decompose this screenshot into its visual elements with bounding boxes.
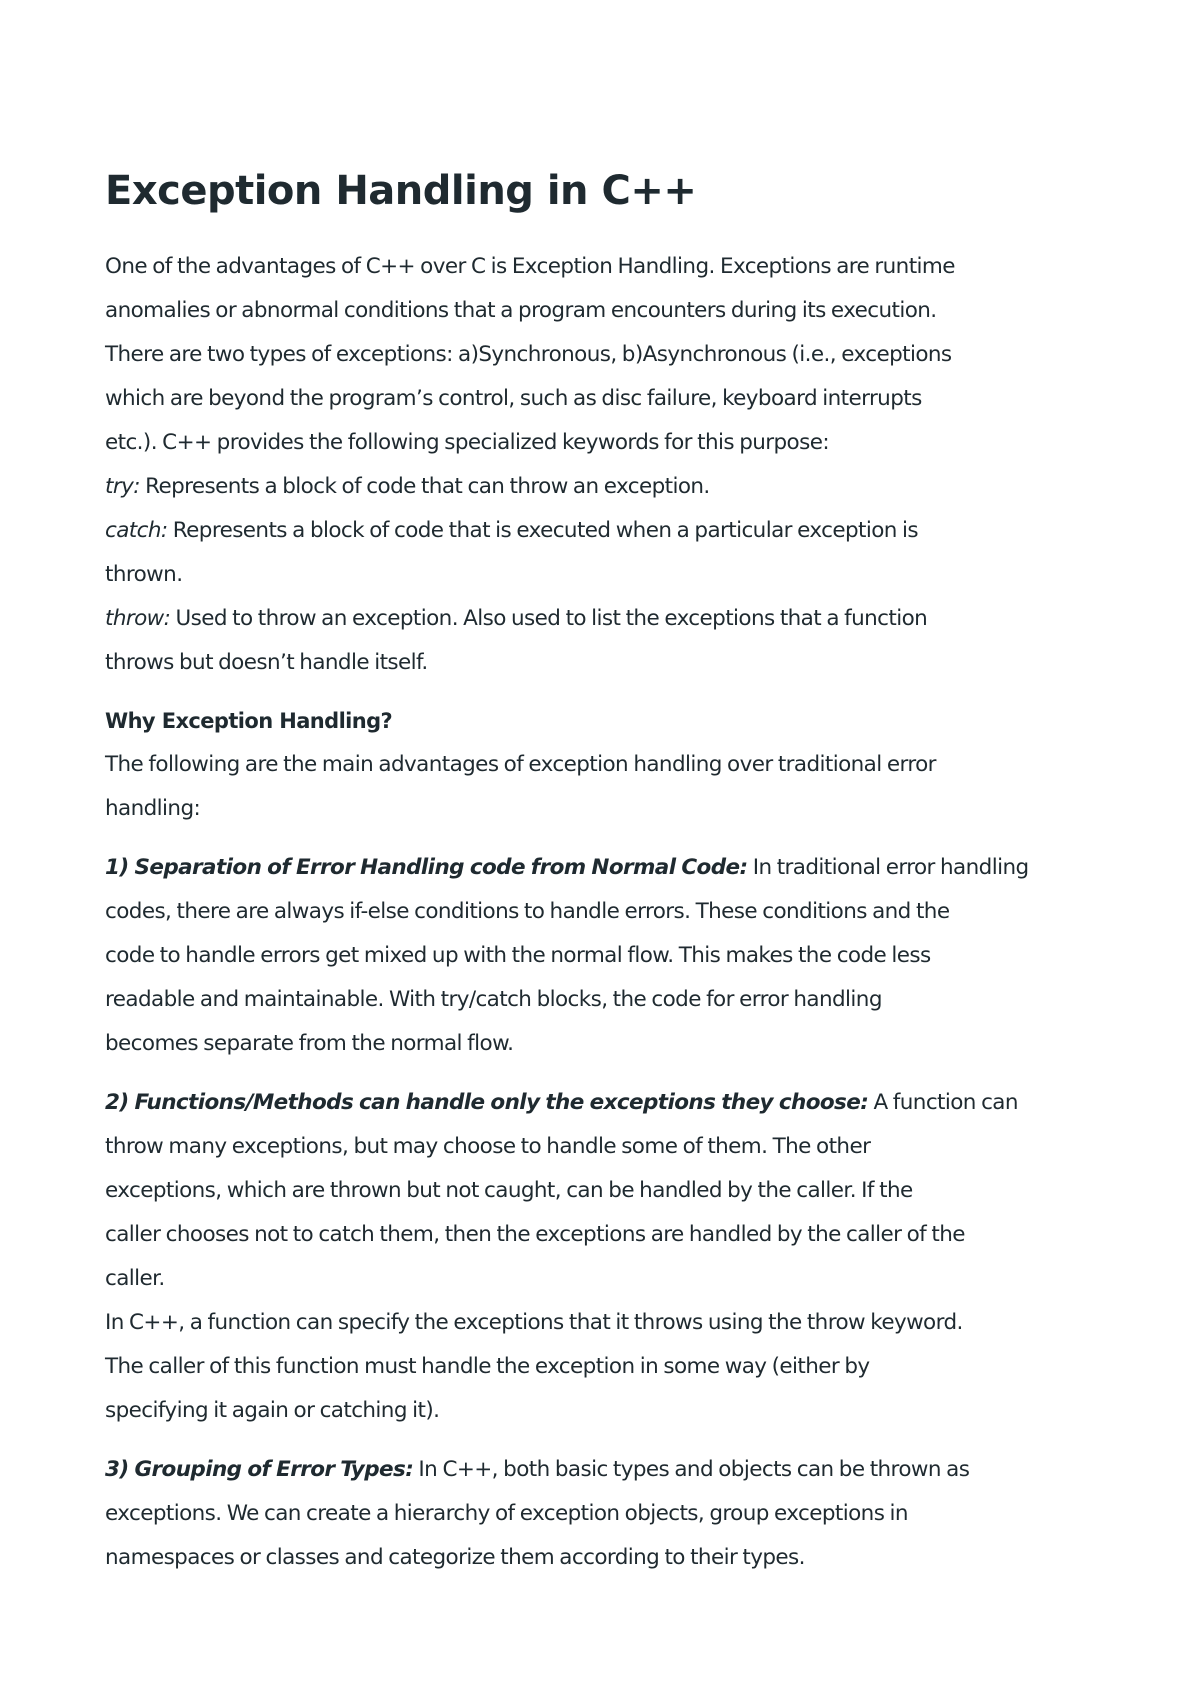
throw-text: Used to throw an exception. Also used to list the exceptions that a function <box>170 606 928 631</box>
intro-paragraph <box>105 245 1110 465</box>
advantage-3-line: namespaces or classes and categorize them according to their types. <box>105 1545 805 1570</box>
intro-line: There are two types of exceptions: a)Synchronous, b)Asynchronous (i.e., exceptions <box>105 342 952 367</box>
advantage-3-line: exceptions. We can create a hierarchy of exception objects, group exceptions in <box>105 1501 908 1526</box>
keyword-definitions <box>105 465 1110 685</box>
intro-line: etc.). C++ provides the following specialized keywords for this purpose: <box>105 430 829 455</box>
intro-line: anomalies or abnormal conditions that a program encounters during its execution. <box>105 298 937 323</box>
advantage-3 <box>105 1448 1110 1580</box>
catch-definition <box>105 509 1110 553</box>
advantage-2-line: throw many exceptions, but may choose to handle some of them. The other <box>105 1134 871 1159</box>
catch-definition-cont: thrown. <box>105 562 183 587</box>
intro-line: which are beyond the program’s control, such as disc failure, keyboard interrupts <box>105 386 922 411</box>
advantage-2-line: caller. <box>105 1266 165 1291</box>
advantage-1-lead: 1) Separation of Error Handling code from Normal Code: <box>105 855 748 880</box>
advantage-2-line: caller chooses not to catch them, then the exceptions are handled by the caller of the <box>105 1222 965 1247</box>
advantage-2-line: The caller of this function must handle the exception in some way (either by <box>105 1354 870 1379</box>
advantage-2-text: A function can <box>868 1090 1018 1115</box>
advantage-2-line: In C++, a function can specify the exceptions that it throws using the throw keyword. <box>105 1310 963 1335</box>
why-paragraph <box>105 743 1110 831</box>
try-definition <box>105 465 1110 509</box>
advantage-1 <box>105 846 1110 1066</box>
advantage-1-text: In traditional error handling <box>747 855 1029 880</box>
advantage-1-line <box>105 846 1110 890</box>
advantage-1-line: readable and maintainable. With try/catch blocks, the code for error handling <box>105 987 882 1012</box>
advantage-1-line: code to handle errors get mixed up with the normal flow. This makes the code less <box>105 943 931 968</box>
advantage-2-line <box>105 1081 1110 1125</box>
section-heading: Why Exception Handling? <box>105 709 393 733</box>
advantage-2-line: exceptions, which are thrown but not caught, can be handled by the caller. If the <box>105 1178 913 1203</box>
try-keyword: try: <box>105 474 140 499</box>
throw-definition-cont: throws but doesn’t handle itself. <box>105 650 428 675</box>
advantage-3-line <box>105 1448 1110 1492</box>
catch-keyword: catch: <box>105 518 168 543</box>
document-page <box>105 165 1110 1580</box>
advantage-1-line: becomes separate from the normal flow. <box>105 1031 514 1056</box>
why-line: The following are the main advantages of exception handling over traditional error <box>105 752 936 777</box>
why-line: handling: <box>105 796 201 821</box>
advantage-2-lead: 2) Functions/Methods can handle only the exceptions they choose: <box>105 1090 869 1115</box>
advantage-3-lead: 3) Grouping of Error Types: <box>105 1457 414 1482</box>
catch-text: Represents a block of code that is executed when a particular exception is <box>167 518 919 543</box>
page-title: Exception Handling in C++ <box>105 168 697 214</box>
throw-keyword: throw: <box>105 606 171 631</box>
try-text: Represents a block of code that can throw an exception. <box>139 474 710 499</box>
advantage-1-line: codes, there are always if-else conditions to handle errors. These conditions and the <box>105 899 950 924</box>
intro-line: One of the advantages of C++ over C is Exception Handling. Exceptions are runtime <box>105 254 955 279</box>
advantage-2-line: specifying it again or catching it). <box>105 1398 440 1423</box>
throw-definition <box>105 597 1110 641</box>
advantage-3-text: In C++, both basic types and objects can be thrown as <box>413 1457 970 1482</box>
advantage-2 <box>105 1081 1110 1433</box>
